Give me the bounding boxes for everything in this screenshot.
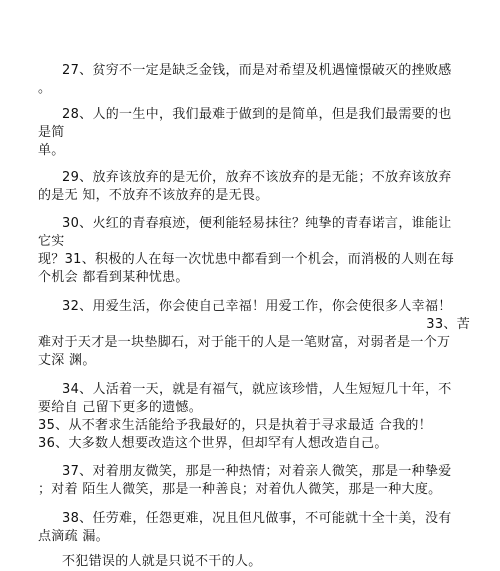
text-line-38b: 点滴疏 漏。 [38, 529, 109, 544]
text-line-28b: 是简 [38, 125, 65, 140]
text-line-29a: 29、放弃该放弃的是无价，放弃不该放弃的是无能；不放弃该放弃 [62, 170, 452, 185]
text-line-32: 32、用爱生活，你会使自己幸福！用爱工作，你会使很多人幸福！ [62, 299, 452, 314]
text-line-34b: 要给自 己留下更多的遗憾。 [38, 400, 203, 415]
text-line-31b: 个机会 都看到某种忧患。 [38, 270, 189, 285]
text-line-38a: 38、任劳难，任怨更难，况且但凡做事，不可能就十全十美，没有 [62, 511, 452, 526]
text-line-35: 35、从不奢求生活能给予我最好的，只是执着于寻求最适 合我的！ [38, 418, 432, 433]
text-line-last: 不犯错误的人就是只说不干的人。 [62, 554, 262, 569]
text-line-27a: 27、贫穷不一定是缺乏金钱，而是对希望及机遇憧憬破灭的挫败感 [62, 63, 452, 78]
text-line-37a: 37、对着朋友微笑，那是一种热情；对着亲人微笑，那是一种挚爱 [62, 464, 452, 479]
text-line-36: 36、大多数人想要改造这个世界，但却罕有人想改造自己。 [38, 436, 388, 451]
text-line-28c: 单。 [38, 143, 65, 158]
text-line-28a: 28、人的一生中，我们最难于做到的是简单，但是我们最需要的也 [62, 107, 452, 122]
text-line-30b: 它实 [38, 234, 65, 249]
text-line-27b: 。 [38, 81, 52, 96]
text-line-30a: 30、火红的青春痕迹，便利能轻易抹往？纯挚的青春诺言，谁能让 [62, 216, 452, 231]
text-line-29b: 的是无 知，不放弃不该放弃的是无畏。 [38, 188, 269, 203]
text-line-37b: ；对着 陌生人微笑，那是一种善良；对着仇人微笑，那是一种大度。 [38, 482, 442, 497]
text-line-33a: 33、苦 [426, 317, 470, 332]
text-line-31a: 现？31、积极的人在每一次忧患中都看到一个机会，而消极的人则在每 [38, 252, 455, 267]
text-line-33c: 丈深 渊。 [38, 353, 96, 368]
text-line-33b: 难对于天才是一块垫脚石，对于能干的人是一笔财富，对弱者是一个万 [38, 335, 451, 350]
text-line-34a: 34、人活着一天，就是有福气，就应该珍惜，人生短短几十年，不 [62, 382, 452, 397]
